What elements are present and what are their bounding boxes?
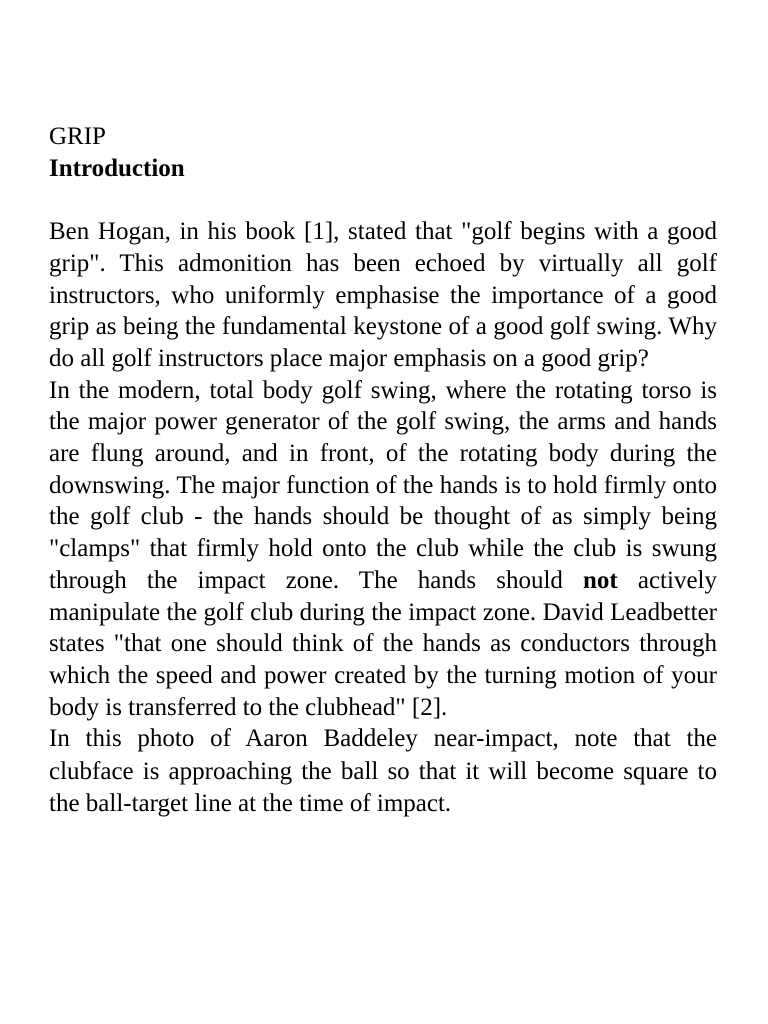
emphasis-text: not <box>583 566 618 594</box>
paragraph-text-after-emphasis: actively manipulate the golf club during the impact zone. David Leadbetter states "that one should think of the hands as conductors through which the speed and power created by the turning motion of your body is transferred to the clubhead" [2]. <box>49 566 717 721</box>
paragraph-text-before-emphasis: In the modern, total body golf swing, where the rotating torso is the major power generator of the golf swing, the arms and hands are flung around, and in front, of the rotating body during the downswing. The major function of the hands is to hold firmly onto the golf club - the hands should be thought of as simply being "clamps" that firmly hold onto the club while the club is swung through the impact zone. The hands should <box>49 376 717 594</box>
section-heading: Introduction <box>49 154 185 182</box>
document-page <box>49 121 717 821</box>
paragraph-hogan-grip: Ben Hogan, in his book [1], stated that "golf begins with a good grip". This admonition has been echoed by virtually all golf instructors, who uniformly emphasise the importance of a good grip as being the fundamental keystone of a good golf swing. Why do all golf instructors place major emphasis on a good grip? <box>49 218 717 372</box>
paragraph-hands-function <box>49 375 717 724</box>
paragraph-baddeley-photo: In this photo of Aaron Baddeley near-impact, note that the clubface is approaching the ball so that it will become square to the ball-target line at the time of impact. <box>49 725 717 818</box>
paragraph-spacer <box>49 184 717 216</box>
section-label: GRIP <box>49 123 106 150</box>
